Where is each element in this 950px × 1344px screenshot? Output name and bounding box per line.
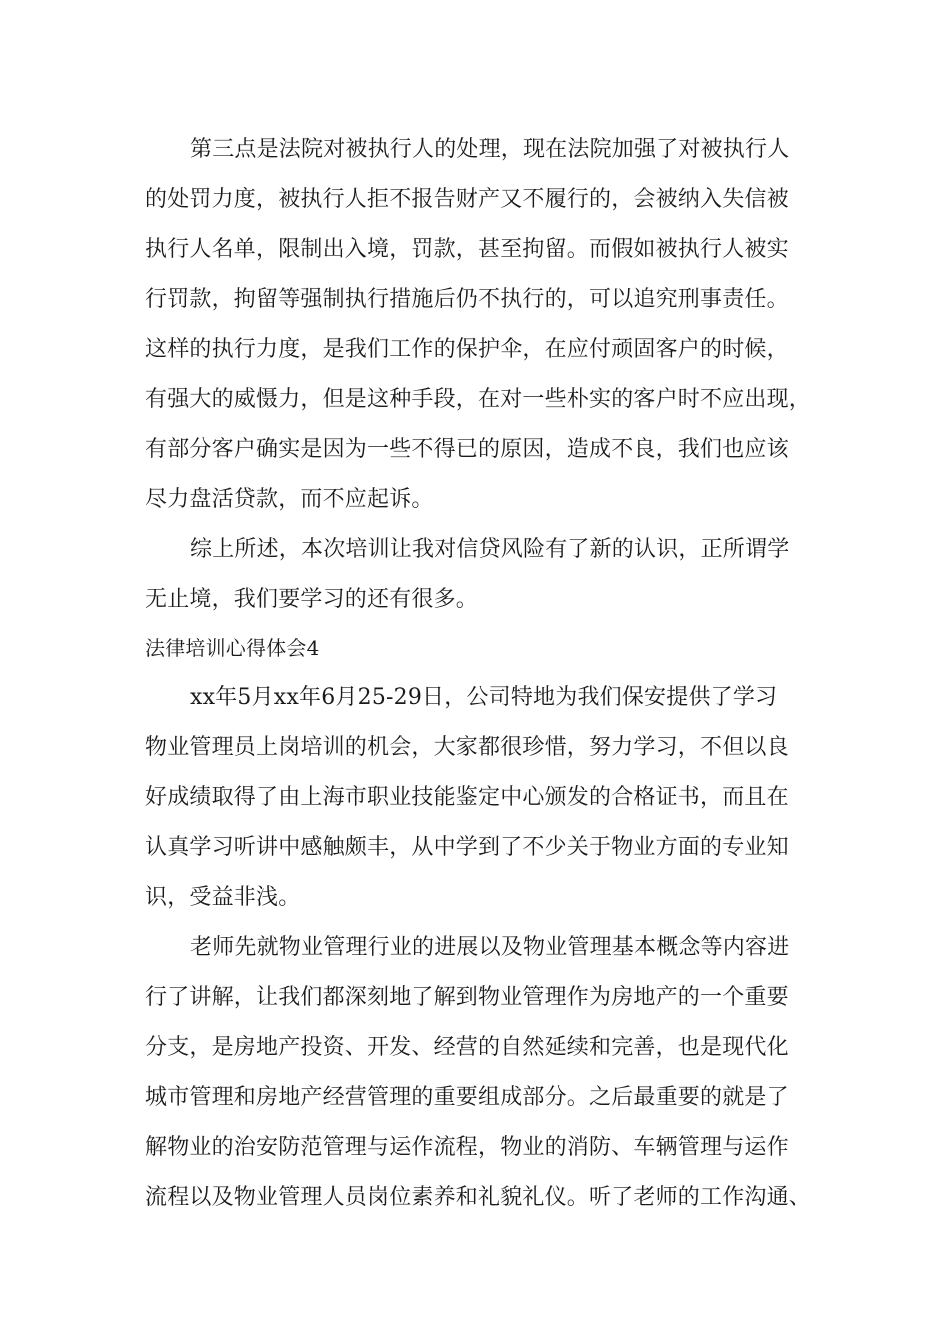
paragraph-3-line-1: xx年5月xx年6月25-29日，公司特地为我们保安提供了学习 bbox=[190, 685, 778, 710]
paragraph-1-line-3: 执行人名单，限制出入境，罚款，甚至拘留。而假如被执行人被实 bbox=[145, 237, 789, 262]
paragraph-4-line-6: 流程以及物业管理人员岗位素养和礼貌礼仪。听了老师的工作沟通、 bbox=[145, 1185, 812, 1210]
paragraph-4-line-3: 分支，是房地产投资、开发、经营的自然延续和完善，也是现代化 bbox=[145, 1035, 789, 1060]
paragraph-1-line-8: 尽力盘活贷款，而不应起诉。 bbox=[145, 487, 434, 512]
section-heading: 法律培训心得体会4 bbox=[145, 636, 320, 660]
paragraph-4-line-4: 城市管理和房地产经营管理的重要组成部分。之后最重要的就是了 bbox=[145, 1085, 789, 1110]
paragraph-3-line-4: 认真学习听讲中感触颇丰，从中学到了不少关于物业方面的专业知 bbox=[145, 835, 789, 860]
paragraph-3-line-5: 识，受益非浅。 bbox=[145, 885, 301, 910]
paragraph-1-line-5: 这样的执行力度，是我们工作的保护伞，在应付顽固客户的时候， bbox=[145, 337, 789, 362]
paragraph-1-line-7: 有部分客户确实是因为一些不得已的原因，造成不良，我们也应该 bbox=[145, 437, 789, 462]
paragraph-4-line-1: 老师先就物业管理行业的进展以及物业管理基本概念等内容进 bbox=[190, 935, 790, 960]
paragraph-2-line-2: 无止境，我们要学习的还有很多。 bbox=[145, 587, 479, 612]
paragraph-1-line-1: 第三点是法院对被执行人的处理，现在法院加强了对被执行人 bbox=[190, 137, 790, 162]
paragraph-3-line-2: 物业管理员上岗培训的机会，大家都很珍惜，努力学习，不但以良 bbox=[145, 735, 789, 760]
paragraph-4-line-5: 解物业的治安防范管理与运作流程，物业的消防、车辆管理与运作 bbox=[145, 1135, 789, 1160]
paragraph-4-line-2: 行了讲解，让我们都深刻地了解到物业管理作为房地产的一个重要 bbox=[145, 985, 789, 1010]
paragraph-2-line-1: 综上所述，本次培训让我对信贷风险有了新的认识，正所谓学 bbox=[190, 537, 790, 562]
paragraph-1-line-4: 行罚款，拘留等强制执行措施后仍不执行的，可以追究刑事责任。 bbox=[145, 287, 789, 312]
paragraph-3-line-3: 好成绩取得了由上海市职业技能鉴定中心颁发的合格证书，而且在 bbox=[145, 785, 789, 810]
paragraph-1-line-2: 的处罚力度，被执行人拒不报告财产又不履行的，会被纳入失信被 bbox=[145, 187, 789, 212]
paragraph-1-line-6: 有强大的威慑力，但是这种手段，在对一些朴实的客户时不应出现， bbox=[145, 387, 812, 412]
